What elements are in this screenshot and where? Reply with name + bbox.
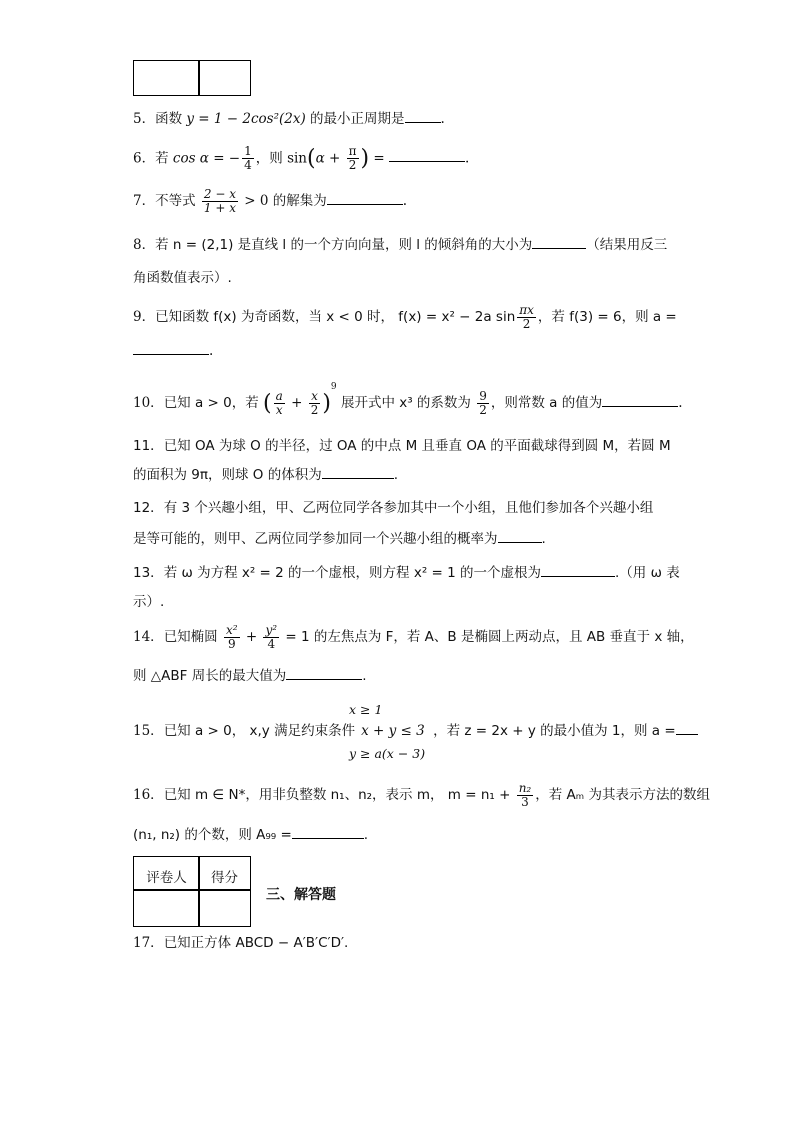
question-11: 11．已知 OA 为球 O 的半径，过 OA 的中点 M 且垂直 OA 的平面截球得到圆 M，若圆 M: [133, 438, 671, 454]
score-table-cell-1: [133, 889, 200, 927]
question-13: 13．若 ω 为方程 x² = 2 的一个虚根，则方程 x² = 1 的一个虚根为 .（用 ω 表: [133, 565, 680, 581]
section-title: 三、解答题: [266, 887, 336, 903]
answer-blank[interactable]: [532, 236, 586, 249]
question-16: 16．已知 m ∈ N*，用非负整数 n₁、n₂，表示 m， m = n₁ + $\frac{\text{n₂}}{3}$ ，若 Aₘ 为其表示方法的数组: [133, 781, 710, 809]
answer-blank[interactable]: [602, 394, 678, 407]
answer-blank[interactable]: [327, 192, 403, 205]
question-8-cont: 角函数值表示）.: [133, 270, 232, 286]
question-12: 12．有 3 个兴趣小组，甲、乙两位同学各参加其中一个小组，且他们参加各个兴趣小组: [133, 500, 654, 516]
answer-blank[interactable]: [286, 667, 362, 680]
top-table-cell-1: [133, 60, 200, 96]
answer-blank[interactable]: [676, 722, 698, 735]
question-7: 7．不等式 $\frac{2 - x}{1 + x}$ > 0 的解集为 .: [133, 187, 408, 215]
question-9: 9．已知函数 f(x) 为奇函数，当 x < 0 时， f(x) = x² − 2a sin $\frac{\pi x}{2}$ ，若 f(3) = 6，则 a =: [133, 303, 677, 331]
question-10: 10．已知 a > 0，若 ( $\frac{a}{x}$ + $\frac{x}{2}$ )$^9$ 展开式中 x³ 的系数为 $\frac{9}{2}$ ，则常数 a 的值为 .: [133, 382, 683, 417]
score-table-label-grader: 评卷人: [146, 870, 187, 886]
answer-blank[interactable]: [498, 530, 542, 543]
answer-blank[interactable]: [405, 110, 441, 123]
score-table-cell-2: [198, 889, 251, 927]
question-16-cont: (n₁, n₂) 的个数，则 A₉₉ = .: [133, 827, 369, 843]
answer-blank[interactable]: [133, 342, 209, 355]
top-table-cell-2: [198, 60, 251, 96]
score-table-label-score: 得分: [211, 870, 238, 886]
question-8: 8．若 n = (2,1) 是直线 l 的一个方向向量，则 l 的倾斜角的大小为 （结果用反三: [133, 237, 668, 253]
question-6: 6．若 cos α = − $\frac{1}{4}$ ，则 sin(α + $\frac{\pi}{2}$ ) = .: [133, 144, 470, 173]
answer-blank[interactable]: [292, 826, 364, 839]
question-13-cont: 示）.: [133, 594, 165, 610]
question-5: 5．函数 y = 1 − 2cos²(2x) 的最小正周期是 .: [133, 111, 445, 127]
question-17: 17．已知正方体 ABCD − A′B′C′D′.: [133, 935, 349, 951]
question-14-cont: 则 △ABF 周长的最大值为 .: [133, 668, 367, 684]
constraint-1: x ≥ 1: [349, 702, 383, 717]
constraint-3: y ≥ a(x − 3): [349, 746, 426, 761]
answer-blank[interactable]: [541, 564, 615, 577]
answer-blank[interactable]: [389, 149, 465, 162]
question-11-cont: 的面积为 9π，则球 O 的体积为 .: [133, 467, 399, 483]
question-9-cont: .: [133, 342, 213, 360]
question-15: 15．已知 a > 0， x,y 满足约束条件 x + y ≤ 3 ，若 z = 2x + y 的最小值为 1，则 a =: [133, 722, 698, 740]
answer-blank[interactable]: [322, 466, 394, 479]
question-12-cont: 是等可能的，则甲、乙两位同学参加同一个兴趣小组的概率为 .: [133, 531, 546, 547]
question-14: 14．已知椭圆 $\frac{\text{x²}}{9}$ + $\frac{\text{y²}}{4}$ = 1 的左焦点为 F，若 A、B 是椭圆上两动点，且 AB 垂直于 x 轴，: [133, 623, 694, 651]
